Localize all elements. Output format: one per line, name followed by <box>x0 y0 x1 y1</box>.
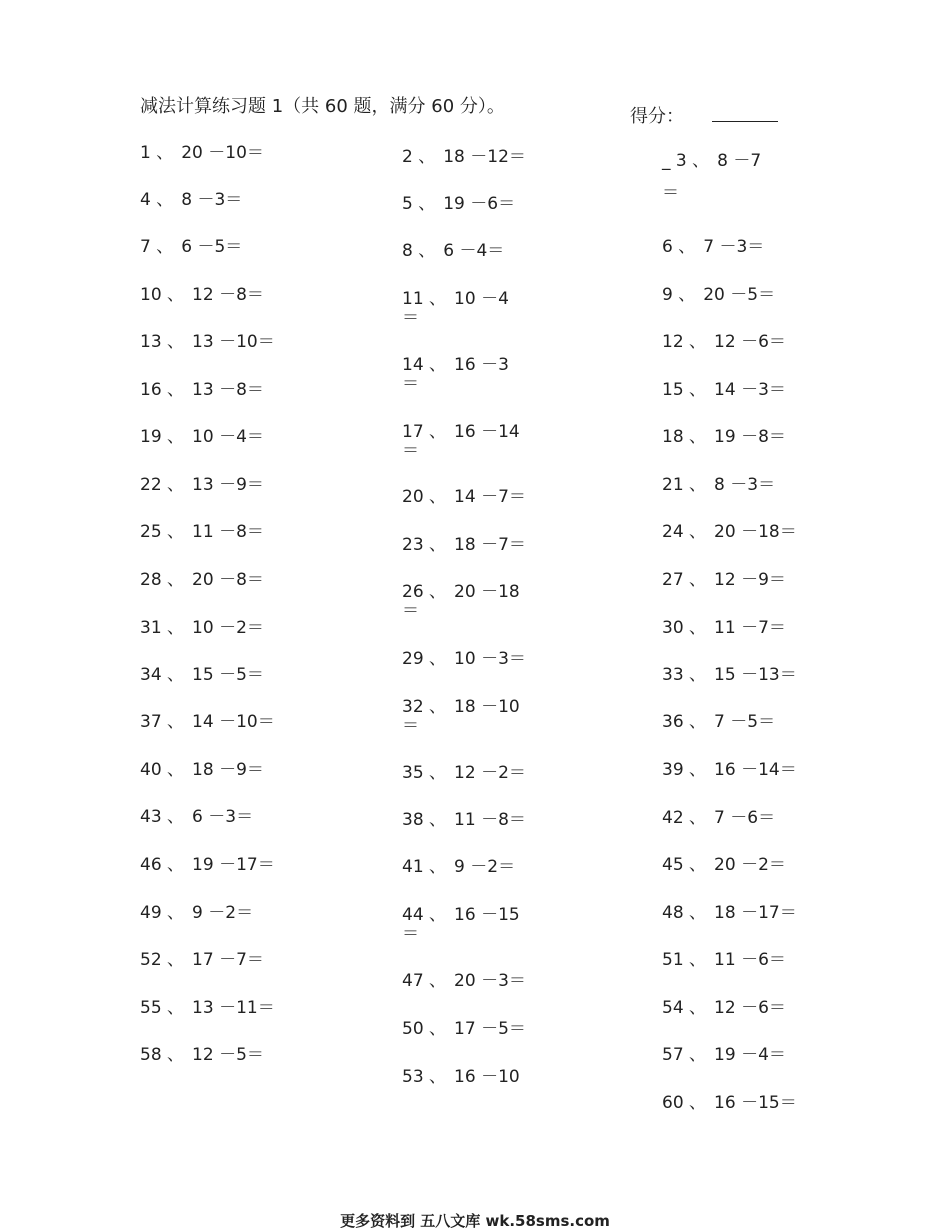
problem-number: 2 、 <box>402 147 436 167</box>
problem-expression: 19 －17＝ <box>192 855 275 875</box>
problem-number: 26 、 <box>402 582 447 602</box>
problem-number: 58 、 <box>140 1045 185 1065</box>
problem-number: 33 、 <box>662 665 707 685</box>
problem-number: 50 、 <box>402 1019 447 1039</box>
problem-expression: 10 －4 <box>454 289 509 309</box>
problem-number: 31 、 <box>140 618 185 638</box>
problem-expression: 20 －2＝ <box>714 855 786 875</box>
problem-item <box>140 522 264 542</box>
problem-item <box>402 355 509 394</box>
problem-number: 27 、 <box>662 570 707 590</box>
problem-expression: 18 －17＝ <box>714 903 797 923</box>
problem-expression: 11 －7＝ <box>714 618 786 638</box>
problem-expression: 7 －6＝ <box>714 808 776 828</box>
problem-expression: 10 －2＝ <box>192 618 264 638</box>
problem-number: 52 、 <box>140 950 185 970</box>
problem-item <box>402 487 526 507</box>
problem-equals-sign: ＝ <box>662 183 679 203</box>
problem-item <box>662 808 775 828</box>
problem-number: 51 、 <box>662 950 707 970</box>
problem-number: 42 、 <box>662 808 707 828</box>
problem-number: 19 、 <box>140 427 185 447</box>
problem-item <box>140 190 242 210</box>
problem-number: 29 、 <box>402 649 447 669</box>
problem-expression: 16 －3 <box>454 355 509 375</box>
problem-expression: 8 －3＝ <box>714 475 776 495</box>
problem-item <box>140 475 264 495</box>
problem-number: 7 、 <box>140 237 174 257</box>
problem-number: 44 、 <box>402 905 447 925</box>
problem-number: _ 3 、 <box>662 151 710 171</box>
problem-expression: 13 －10＝ <box>192 332 275 352</box>
problem-item <box>662 903 797 923</box>
problem-number: 28 、 <box>140 570 185 590</box>
problem-number: 30 、 <box>662 618 707 638</box>
worksheet-title: 减法计算练习题 1（共 60 题，满分 60 分）。 <box>140 96 505 117</box>
problem-item <box>662 475 775 495</box>
problem-item <box>140 237 242 257</box>
problem-number: 14 、 <box>402 355 447 375</box>
problem-number: 25 、 <box>140 522 185 542</box>
problem-item <box>662 618 786 638</box>
problem-number: 38 、 <box>402 810 447 830</box>
problem-number: 9 、 <box>662 285 696 305</box>
problem-item <box>140 855 275 875</box>
problem-item <box>402 194 515 214</box>
problem-item <box>140 143 264 163</box>
problem-expression: 12 －2＝ <box>454 763 526 783</box>
problem-item <box>140 332 275 352</box>
problem-item <box>662 950 786 970</box>
problem-expression: 18 －9＝ <box>192 760 264 780</box>
problem-item <box>662 1045 786 1065</box>
problem-number: 40 、 <box>140 760 185 780</box>
problem-expression: 6 －3＝ <box>192 807 254 827</box>
score-label: 得分： <box>630 106 684 127</box>
problem-expression: 18 －10 <box>454 697 520 717</box>
problem-expression: 8 －3＝ <box>181 190 243 210</box>
problem-expression: 12 －6＝ <box>714 998 786 1018</box>
problem-number: 10 、 <box>140 285 185 305</box>
problem-item <box>662 151 762 203</box>
problem-expression: 10 －4＝ <box>192 427 264 447</box>
problem-expression: 6 －5＝ <box>181 237 243 257</box>
problem-item <box>402 1067 520 1087</box>
problem-expression: 20 －5＝ <box>703 285 776 305</box>
problem-expression: 11 －8＝ <box>454 810 526 830</box>
problem-expression: 11 －6＝ <box>714 950 786 970</box>
problem-item <box>140 570 264 590</box>
problem-item <box>402 422 520 461</box>
problem-number: 45 、 <box>662 855 707 875</box>
problem-expression: 19 －8＝ <box>714 427 786 447</box>
problem-expression: 19 －4＝ <box>714 1045 786 1065</box>
problem-expression: 15 －13＝ <box>714 665 797 685</box>
problem-item <box>402 857 515 877</box>
problem-expression: 17 －7＝ <box>192 950 264 970</box>
problem-number: 17 、 <box>402 422 447 442</box>
problem-expression: 13 －9＝ <box>192 475 264 495</box>
problem-number: 5 、 <box>402 194 436 214</box>
problem-item <box>662 855 786 875</box>
problem-number: 20 、 <box>402 487 447 507</box>
problem-equals-sign: ＝ <box>402 601 419 621</box>
problem-item <box>662 665 797 685</box>
problem-expression: 19 －6＝ <box>443 194 516 214</box>
problem-item <box>662 332 786 352</box>
problem-expression: 20 －8＝ <box>192 570 264 590</box>
problem-number: 47 、 <box>402 971 447 991</box>
problem-expression: 13 －8＝ <box>192 380 264 400</box>
problem-number: 13 、 <box>140 332 185 352</box>
problem-number: 16 、 <box>140 380 185 400</box>
problem-item <box>402 697 520 736</box>
problem-number: 39 、 <box>662 760 707 780</box>
problem-item <box>662 1093 797 1113</box>
problem-expression: 12 －9＝ <box>714 570 786 590</box>
problem-expression: 18 －7＝ <box>454 535 526 555</box>
problem-equals-sign: ＝ <box>402 441 419 461</box>
problem-number: 46 、 <box>140 855 185 875</box>
problem-item <box>140 618 264 638</box>
problem-expression: 7 －3＝ <box>703 237 765 257</box>
problem-expression: 16 －14 <box>454 422 520 442</box>
problem-number: 18 、 <box>662 427 707 447</box>
problem-expression: 15 －5＝ <box>192 665 264 685</box>
problem-item <box>662 522 797 542</box>
problem-item <box>662 570 786 590</box>
problem-number: 37 、 <box>140 712 185 732</box>
problem-number: 55 、 <box>140 998 185 1018</box>
problem-equals-sign: ＝ <box>402 716 419 736</box>
problem-number: 24 、 <box>662 522 707 542</box>
problem-item <box>140 1045 264 1065</box>
problem-number: 43 、 <box>140 807 185 827</box>
score-blank-line <box>712 105 778 122</box>
problem-item <box>140 998 275 1018</box>
problem-expression: 14 －3＝ <box>714 380 786 400</box>
problem-item <box>402 147 526 167</box>
problem-expression: 14 －10＝ <box>192 712 275 732</box>
problem-item <box>662 712 775 732</box>
problem-number: 35 、 <box>402 763 447 783</box>
problem-number: 11 、 <box>402 289 447 309</box>
problem-item <box>140 903 253 923</box>
problem-expression: 12 －6＝ <box>714 332 786 352</box>
problem-expression: 14 －7＝ <box>454 487 526 507</box>
problem-expression: 12 －5＝ <box>192 1045 264 1065</box>
problem-item <box>402 905 520 944</box>
problem-item <box>140 712 275 732</box>
problem-item <box>402 241 504 261</box>
problem-item <box>402 763 526 783</box>
problem-number: 53 、 <box>402 1067 447 1087</box>
problem-number: 60 、 <box>662 1093 707 1113</box>
problem-number: 48 、 <box>662 903 707 923</box>
problem-expression: 7 －5＝ <box>714 712 776 732</box>
problem-item <box>662 285 775 305</box>
problem-expression: 9 －2＝ <box>192 903 254 923</box>
problem-number: 23 、 <box>402 535 447 555</box>
problem-equals-sign: ＝ <box>402 374 419 394</box>
problem-item <box>140 760 264 780</box>
problem-item <box>140 285 264 305</box>
problem-expression: 16 －14＝ <box>714 760 797 780</box>
problem-item <box>662 760 797 780</box>
problem-item <box>402 649 526 669</box>
problem-equals-sign: ＝ <box>402 308 419 328</box>
problem-item <box>140 665 264 685</box>
problem-number: 22 、 <box>140 475 185 495</box>
footer-watermark: 更多资料到 五八文库 wk.58sms.com <box>340 1212 610 1230</box>
problem-expression: 13 －11＝ <box>192 998 275 1018</box>
problem-expression: 10 －3＝ <box>454 649 526 669</box>
problem-item <box>140 807 253 827</box>
problem-item <box>402 582 520 621</box>
problem-expression: 16 －15＝ <box>714 1093 797 1113</box>
problem-number: 54 、 <box>662 998 707 1018</box>
problem-item <box>140 380 264 400</box>
problem-equals-sign: ＝ <box>402 924 419 944</box>
problem-number: 21 、 <box>662 475 707 495</box>
problem-expression: 16 －15 <box>454 905 520 925</box>
problem-item <box>140 427 264 447</box>
problem-expression: 16 －10 <box>454 1067 520 1087</box>
problem-expression: 8 －7 <box>717 151 762 171</box>
problem-number: 4 、 <box>140 190 174 210</box>
problem-expression: 20 －3＝ <box>454 971 526 991</box>
problem-number: 49 、 <box>140 903 185 923</box>
problem-number: 8 、 <box>402 241 436 261</box>
problem-item <box>402 971 526 991</box>
problem-expression: 20 －18＝ <box>714 522 797 542</box>
problem-expression: 6 －4＝ <box>443 241 505 261</box>
problem-expression: 18 －12＝ <box>443 147 526 167</box>
problem-item <box>402 289 509 328</box>
problem-item <box>662 380 786 400</box>
problem-item <box>662 237 764 257</box>
problem-number: 36 、 <box>662 712 707 732</box>
problem-expression: 17 －5＝ <box>454 1019 526 1039</box>
problem-expression: 11 －8＝ <box>192 522 264 542</box>
problem-expression: 20 －18 <box>454 582 520 602</box>
problem-item <box>402 1019 526 1039</box>
problem-number: 32 、 <box>402 697 447 717</box>
problem-number: 12 、 <box>662 332 707 352</box>
problem-item <box>662 427 786 447</box>
problem-item <box>402 535 526 555</box>
problem-item <box>140 950 264 970</box>
problem-number: 41 、 <box>402 857 447 877</box>
problem-item <box>662 998 786 1018</box>
problem-expression: 12 －8＝ <box>192 285 264 305</box>
problem-item <box>402 810 526 830</box>
problem-number: 1 、 <box>140 143 174 163</box>
problem-number: 6 、 <box>662 237 696 257</box>
problem-expression: 9 －2＝ <box>454 857 516 877</box>
problem-number: 57 、 <box>662 1045 707 1065</box>
score-area <box>630 102 778 128</box>
problem-number: 34 、 <box>140 665 185 685</box>
problem-number: 15 、 <box>662 380 707 400</box>
problem-expression: 20 －10＝ <box>181 143 264 163</box>
